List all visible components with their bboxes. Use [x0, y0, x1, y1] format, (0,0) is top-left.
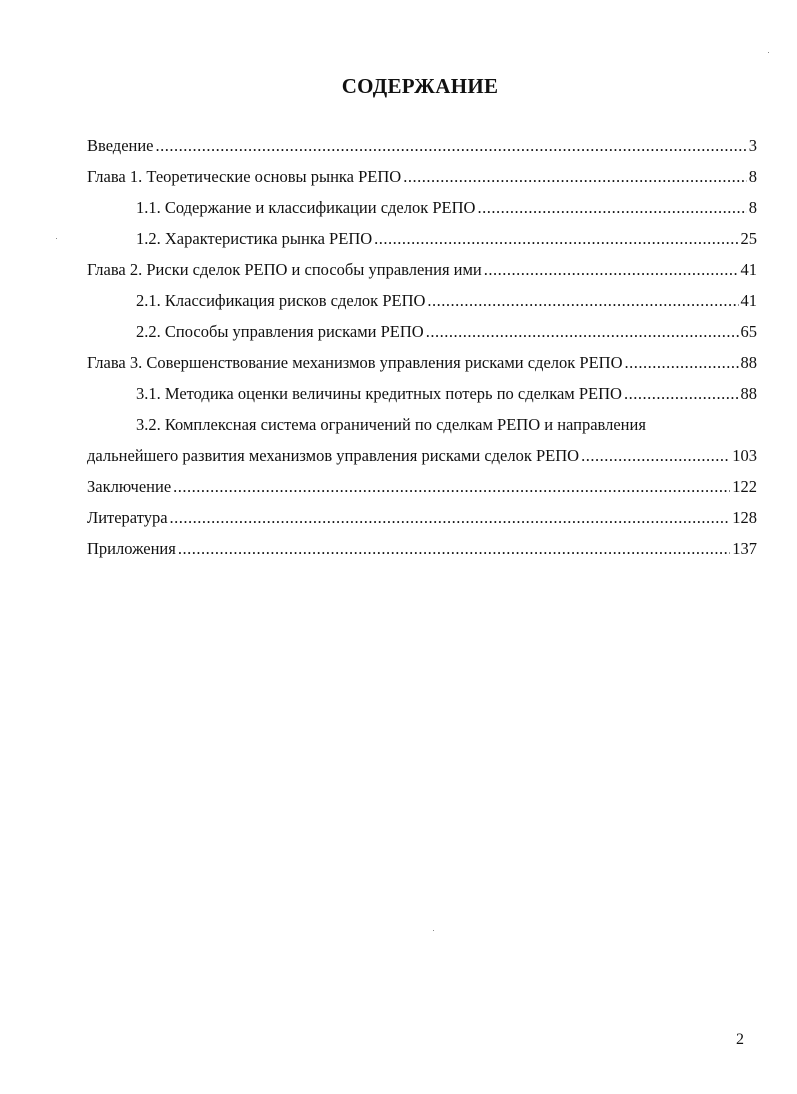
toc-entry-line2 [87, 444, 757, 475]
toc-entry [87, 506, 757, 537]
toc-entry [87, 227, 757, 258]
toc-leader-dots [170, 506, 731, 530]
toc-entry-label: 2.2. Способы управления рисками РЕПО [136, 322, 424, 341]
toc-entry-label: Глава 1. Теоретические основы рынка РЕПО [87, 167, 402, 186]
toc-entry-label: 1.2. Характеристика рынка РЕПО [136, 229, 373, 248]
toc-leader-dots [477, 196, 746, 220]
table-of-contents [87, 134, 757, 568]
toc-entry [87, 351, 757, 382]
toc-entry-label: дальнейшего развития механизмов управления рисками сделок РЕПО [87, 446, 580, 465]
toc-entry-page: 88 [740, 384, 757, 403]
toc-entry-page: 103 [732, 446, 757, 465]
scan-speck [56, 238, 57, 239]
toc-entry-label: 2.1. Классификация рисков сделок РЕПО [136, 291, 426, 310]
scan-speck [768, 52, 769, 53]
toc-entry [87, 475, 757, 506]
toc-entry-label: 3.2. Комплексная система ограничений по сделкам РЕПО и направления [136, 415, 646, 434]
toc-entry-label: 1.1. Содержание и классификации сделок РЕПО [136, 198, 476, 217]
scan-speck [433, 930, 434, 931]
toc-entry-page: 122 [732, 477, 757, 496]
toc-entry-page: 8 [748, 198, 757, 217]
toc-entry [87, 537, 757, 568]
toc-entry-page: 3 [748, 136, 757, 155]
toc-entry-page: 41 [740, 260, 757, 279]
toc-entry-label: 3.1. Методика оценки величины кредитных потерь по сделкам РЕПО [136, 384, 622, 403]
toc-entry-page: 88 [740, 353, 757, 372]
toc-leader-dots [625, 351, 739, 375]
toc-entry-page: 8 [748, 167, 757, 186]
toc-entry [87, 165, 757, 196]
toc-leader-dots [403, 165, 747, 189]
toc-entry [87, 382, 757, 413]
toc-entry-label: Глава 2. Риски сделок РЕПО и способы управления ими [87, 260, 482, 279]
toc-leader-dots [624, 382, 739, 406]
toc-leader-dots [178, 537, 730, 561]
toc-leader-dots [374, 227, 738, 251]
toc-entry-label: Введение [87, 136, 154, 155]
toc-leader-dots [426, 320, 739, 344]
toc-entry-page: 137 [732, 539, 757, 558]
toc-leader-dots [484, 258, 739, 282]
toc-leader-dots [581, 444, 730, 468]
toc-entry-page: 65 [740, 322, 757, 341]
toc-entry [87, 289, 757, 320]
toc-leader-dots [156, 134, 747, 158]
toc-entry-label: Глава 3. Совершенствование механизмов управления рисками сделок РЕПО [87, 353, 623, 372]
toc-entry-label: Литература [87, 508, 168, 527]
toc-leader-dots [173, 475, 730, 499]
toc-entry [87, 196, 757, 227]
page-title: СОДЕРЖАНИЕ [341, 74, 499, 98]
toc-entry [87, 258, 757, 289]
toc-entry [87, 320, 757, 351]
toc-entry-page: 128 [732, 508, 757, 527]
toc-entry-line1 [87, 413, 757, 444]
toc-entry-label: Приложения [87, 539, 176, 558]
toc-entry-page: 41 [740, 291, 757, 310]
page-number: 2 [736, 1031, 744, 1048]
toc-leader-dots [427, 289, 738, 313]
toc-entry-label: Заключение [87, 477, 172, 496]
toc-entry [87, 134, 757, 165]
toc-entry-page: 25 [740, 229, 757, 248]
